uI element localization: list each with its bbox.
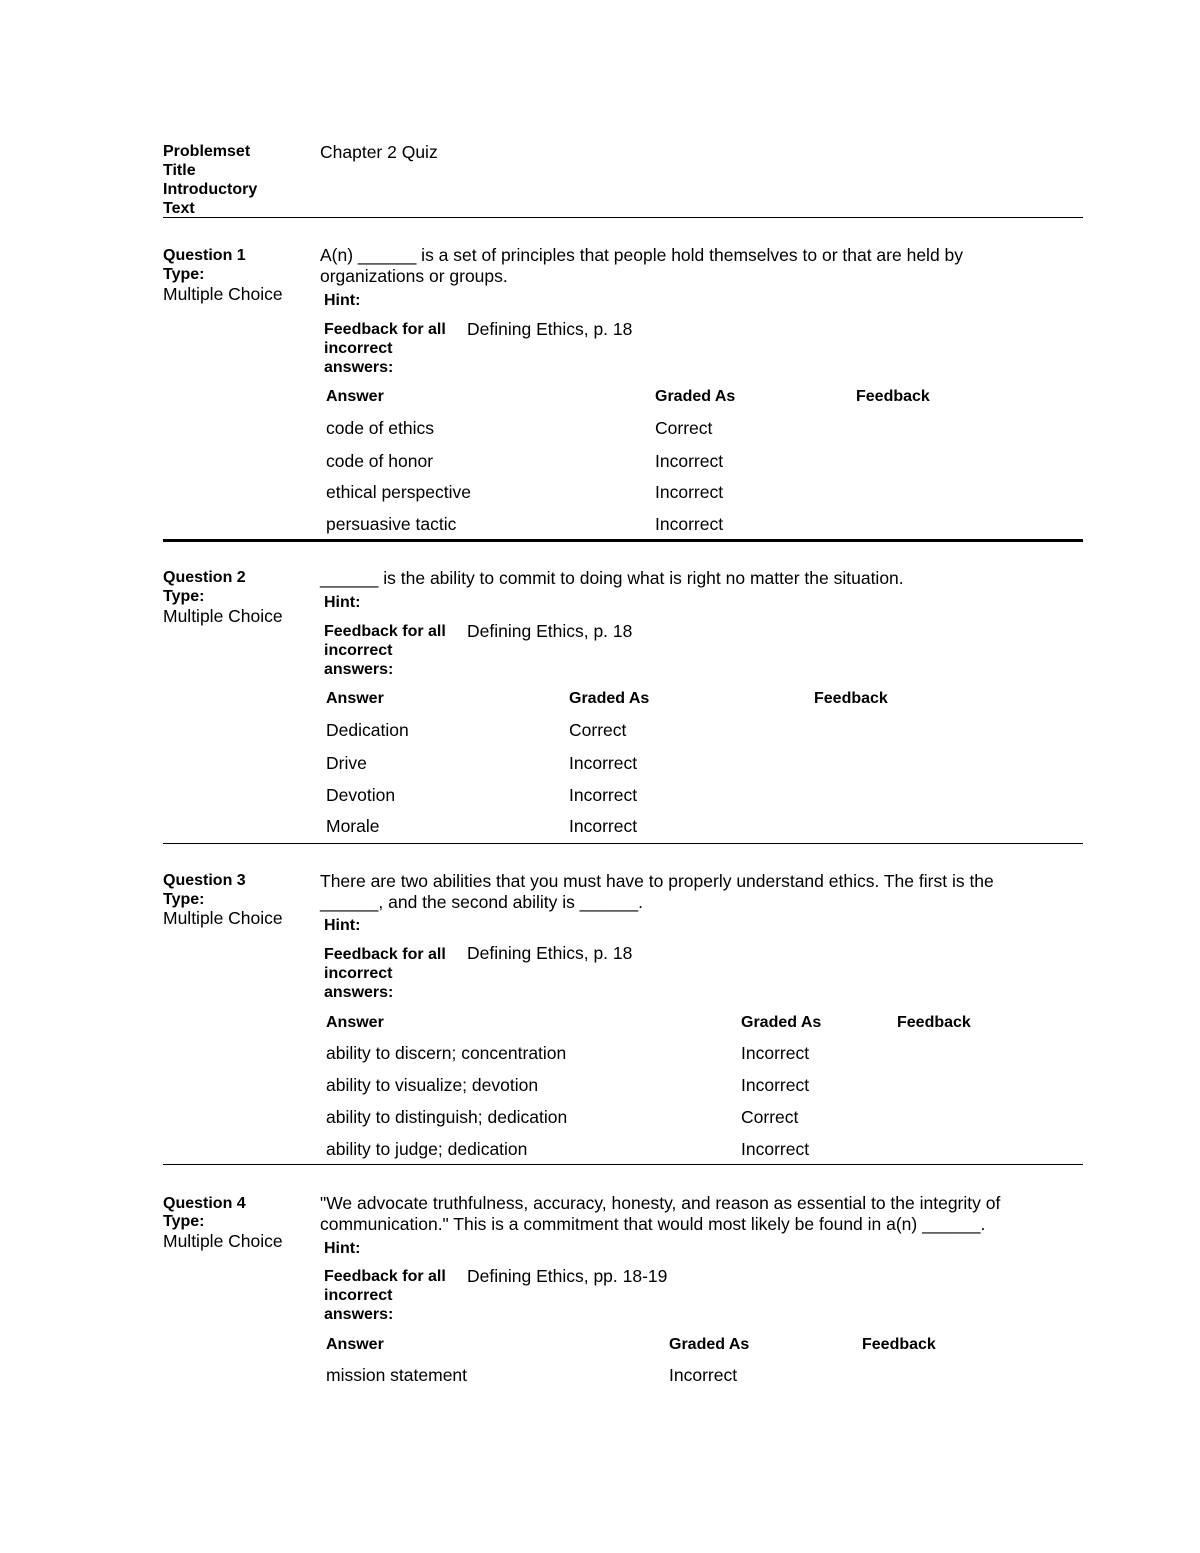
feedback-label-line-2: incorrect [324,642,393,659]
question-1-answer-1: code of ethics [326,418,434,438]
question-1-col-answer: Answer [326,388,384,405]
question-3-answer-1: ability to discern; concentration [326,1043,567,1063]
question-4-hint-label: Hint: [324,1240,361,1257]
question-4-type: Multiple Choice [163,1231,283,1251]
question-2-col-graded: Graded As [569,690,650,707]
question-1-answer-3: ethical perspective [326,482,471,502]
header-labels [163,142,257,218]
question-3-number: Question 3 [163,872,246,889]
feedback-label-line-3: answers: [324,359,394,376]
question-4-feedback-label [324,1267,446,1324]
question-1-graded-3: Incorrect [655,482,724,502]
question-2-graded-4: Incorrect [569,816,638,836]
feedback-label-line-1: Feedback for all [324,946,446,963]
question-3-graded-4: Incorrect [741,1139,810,1159]
question-4-feedback: Defining Ethics, pp. 18-19 [467,1266,668,1286]
question-4-text-line-2: communication." This is a commitment that would most likely be found in a(n) ______. [320,1214,986,1234]
header-divider [163,217,1083,218]
question-2-hint-label: Hint: [324,594,361,611]
feedback-label-line-1: Feedback for all [324,321,446,338]
question-3-graded-3: Correct [741,1107,799,1127]
question-1-number: Question 1 [163,247,246,264]
question-2-graded-1: Correct [569,720,627,740]
question-1-graded-2: Incorrect [655,451,724,471]
question-1-type-label: Type: [163,266,205,283]
question-2-text: ______ is the ability to commit to doing what is right no matter the situation. [320,568,904,588]
question-3-col-feedback: Feedback [897,1014,971,1031]
question-3-type-label: Type: [163,891,205,908]
question-4-graded-1: Incorrect [669,1365,738,1385]
question-1-graded-1: Correct [655,418,713,438]
question-1-text-line-1: A(n) ______ is a set of principles that people hold themselves to or that are held by [320,245,964,265]
question-2-type-label: Type: [163,588,205,605]
question-3-type: Multiple Choice [163,908,283,928]
question-1-answer-4: persuasive tactic [326,514,457,534]
question-4-text [320,1193,1000,1235]
feedback-label-line-1: Feedback for all [324,1268,446,1285]
question-1-text [320,245,963,287]
header-label-title: Title [163,162,196,179]
question-1-text-line-2: organizations or groups. [320,266,508,286]
question-3-col-answer: Answer [326,1014,384,1031]
question-4-col-graded: Graded As [669,1336,750,1353]
question-2-divider [163,843,1083,844]
question-3-graded-1: Incorrect [741,1043,810,1063]
question-2-answer-2: Drive [326,753,367,773]
question-3-answer-2: ability to visualize; devotion [326,1075,539,1095]
question-3-answer-4: ability to judge; dedication [326,1139,528,1159]
feedback-label-line-3: answers: [324,1306,394,1323]
question-1-divider [163,539,1083,542]
feedback-label-line-2: incorrect [324,340,393,357]
question-4-number: Question 4 [163,1195,246,1212]
header-label-problemset: Problemset [163,143,251,160]
question-4-text-line-1: "We advocate truthfulness, accuracy, honesty, and reason as essential to the integrity of [320,1193,1001,1213]
question-2-col-answer: Answer [326,690,384,707]
question-3-text-line-1: There are two abilities that you must have to properly understand ethics. The first is the [320,871,994,891]
feedback-label-line-2: incorrect [324,965,393,982]
question-1-graded-4: Incorrect [655,514,724,534]
question-4-answer-1: mission statement [326,1365,468,1385]
question-2-graded-3: Incorrect [569,785,638,805]
question-1-feedback-label [324,320,446,377]
question-3-answer-3: ability to distinguish; dedication [326,1107,568,1127]
feedback-label-line-2: incorrect [324,1287,393,1304]
question-4-type-label: Type: [163,1213,205,1230]
question-2-feedback: Defining Ethics, p. 18 [467,621,633,641]
question-3-feedback-label [324,945,446,1002]
problemset-title: Chapter 2 Quiz [320,142,438,162]
question-2-number: Question 2 [163,569,246,586]
question-3-hint-label: Hint: [324,917,361,934]
header-label-text: Text [163,200,195,217]
question-2-type: Multiple Choice [163,606,283,626]
question-2-feedback-label [324,622,446,679]
question-3-text [320,871,994,913]
question-1-hint-label: Hint: [324,292,361,309]
question-3-text-line-2: ______, and the second ability is ______. [320,892,644,912]
question-3-feedback: Defining Ethics, p. 18 [467,943,633,963]
question-1-type: Multiple Choice [163,284,283,304]
question-2-col-feedback: Feedback [814,690,888,707]
question-1-col-graded: Graded As [655,388,736,405]
question-4-col-feedback: Feedback [862,1336,936,1353]
question-4-col-answer: Answer [326,1336,384,1353]
question-2-answer-1: Dedication [326,720,409,740]
feedback-label-line-3: answers: [324,984,394,1001]
header-label-introductory: Introductory [163,181,258,198]
question-3-col-graded: Graded As [741,1014,822,1031]
question-1-col-feedback: Feedback [856,388,930,405]
question-1-answer-2: code of honor [326,451,434,471]
question-3-graded-2: Incorrect [741,1075,810,1095]
question-2-answer-3: Devotion [326,785,396,805]
question-1-feedback: Defining Ethics, p. 18 [467,319,633,339]
question-3-divider [163,1164,1083,1165]
feedback-label-line-1: Feedback for all [324,623,446,640]
question-2-answer-4: Morale [326,816,380,836]
feedback-label-line-3: answers: [324,661,394,678]
question-2-graded-2: Incorrect [569,753,638,773]
